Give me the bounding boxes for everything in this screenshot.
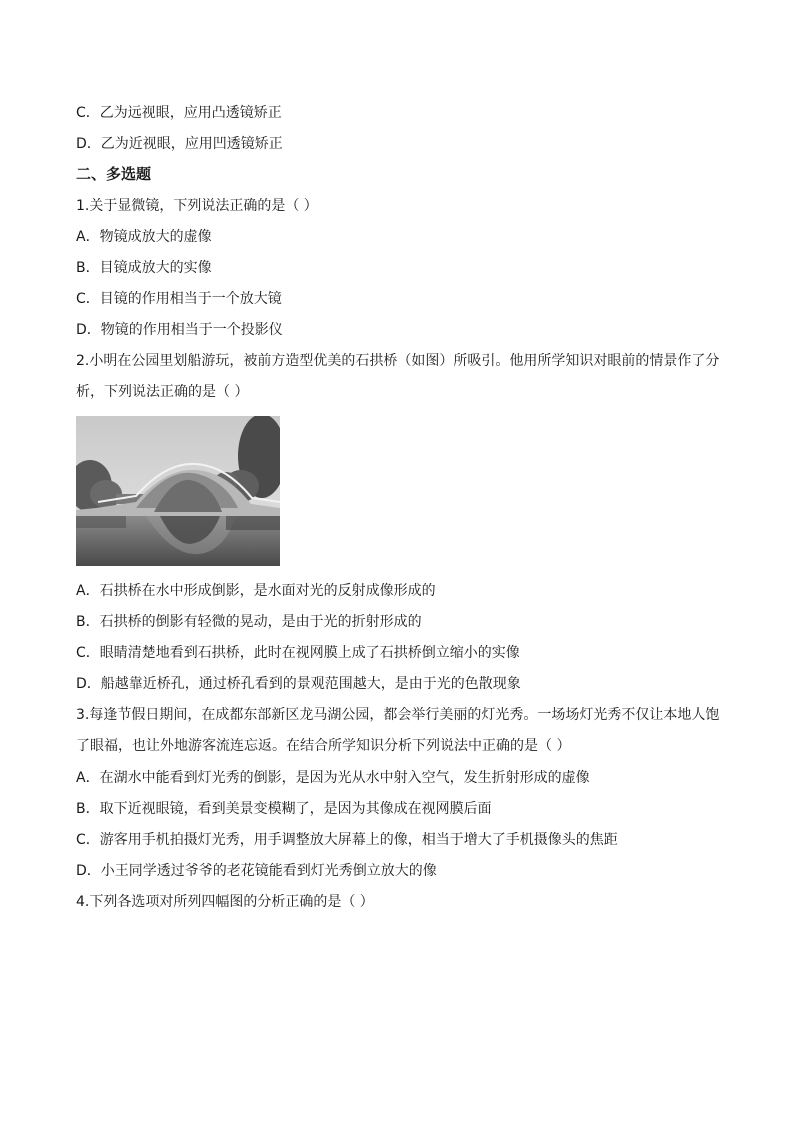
stone-arch-bridge-photo <box>76 416 280 566</box>
q1-option-b: B．目镜成放大的实像 <box>76 260 212 276</box>
q1-option-a: A．物镜成放大的虚像 <box>76 229 212 245</box>
prev-question-option-c: C．乙为远视眼，应用凸透镜矫正 <box>76 105 282 121</box>
q1-stem: 1.关于显微镜，下列说法正确的是（ ） <box>76 198 318 214</box>
section-title: 二、多选题 <box>76 165 152 183</box>
q3-option-d: D．小王同学透过爷爷的老花镜能看到灯光秀倒立放大的像 <box>76 863 437 879</box>
q3-option-b: B．取下近视眼镜，看到美景变模糊了，是因为其像成在视网膜后面 <box>76 801 492 817</box>
q4-stem: 4.下列各选项对所列四幅图的分析正确的是（ ） <box>76 894 374 910</box>
q3-option-a: A．在湖水中能看到灯光秀的倒影，是因为光从水中射入空气，发生折射形成的虚像 <box>76 770 590 786</box>
q2-option-d: D．船越靠近桥孔，通过桥孔看到的景观范围越大，是由于光的色散现象 <box>76 676 521 692</box>
q3-stem: 3.每逢节假日期间，在成都东部新区龙马湖公园，都会举行美丽的灯光秀。一场场灯光秀不仅让本地人饱了眼福，也让外地游客流连忘返。在结合所学知识分析下列说法中正确的是（ ） <box>76 707 720 754</box>
q2-option-c: C．眼睛清楚地看到石拱桥，此时在视网膜上成了石拱桥倒立缩小的实像 <box>76 645 520 661</box>
prev-question-option-d: D．乙为近视眼，应用凹透镜矫正 <box>76 136 283 152</box>
q1-option-c: C．目镜的作用相当于一个放大镜 <box>76 291 282 307</box>
q1-option-d: D．物镜的作用相当于一个投影仪 <box>76 322 283 338</box>
q3-option-c: C．游客用手机拍摄灯光秀，用手调整放大屏幕上的像，相当于增大了手机摄像头的焦距 <box>76 832 618 848</box>
q2-stem: 2.小明在公园里划船游玩，被前方造型优美的石拱桥（如图）所吸引。他用所学知识对眼前的情景作了分析，下列说法正确的是（ ） <box>76 353 720 400</box>
q2-option-b: B．石拱桥的倒影有轻微的晃动，是由于光的折射形成的 <box>76 614 422 630</box>
q2-option-a: A．石拱桥在水中形成倒影，是水面对光的反射成像形成的 <box>76 583 436 599</box>
